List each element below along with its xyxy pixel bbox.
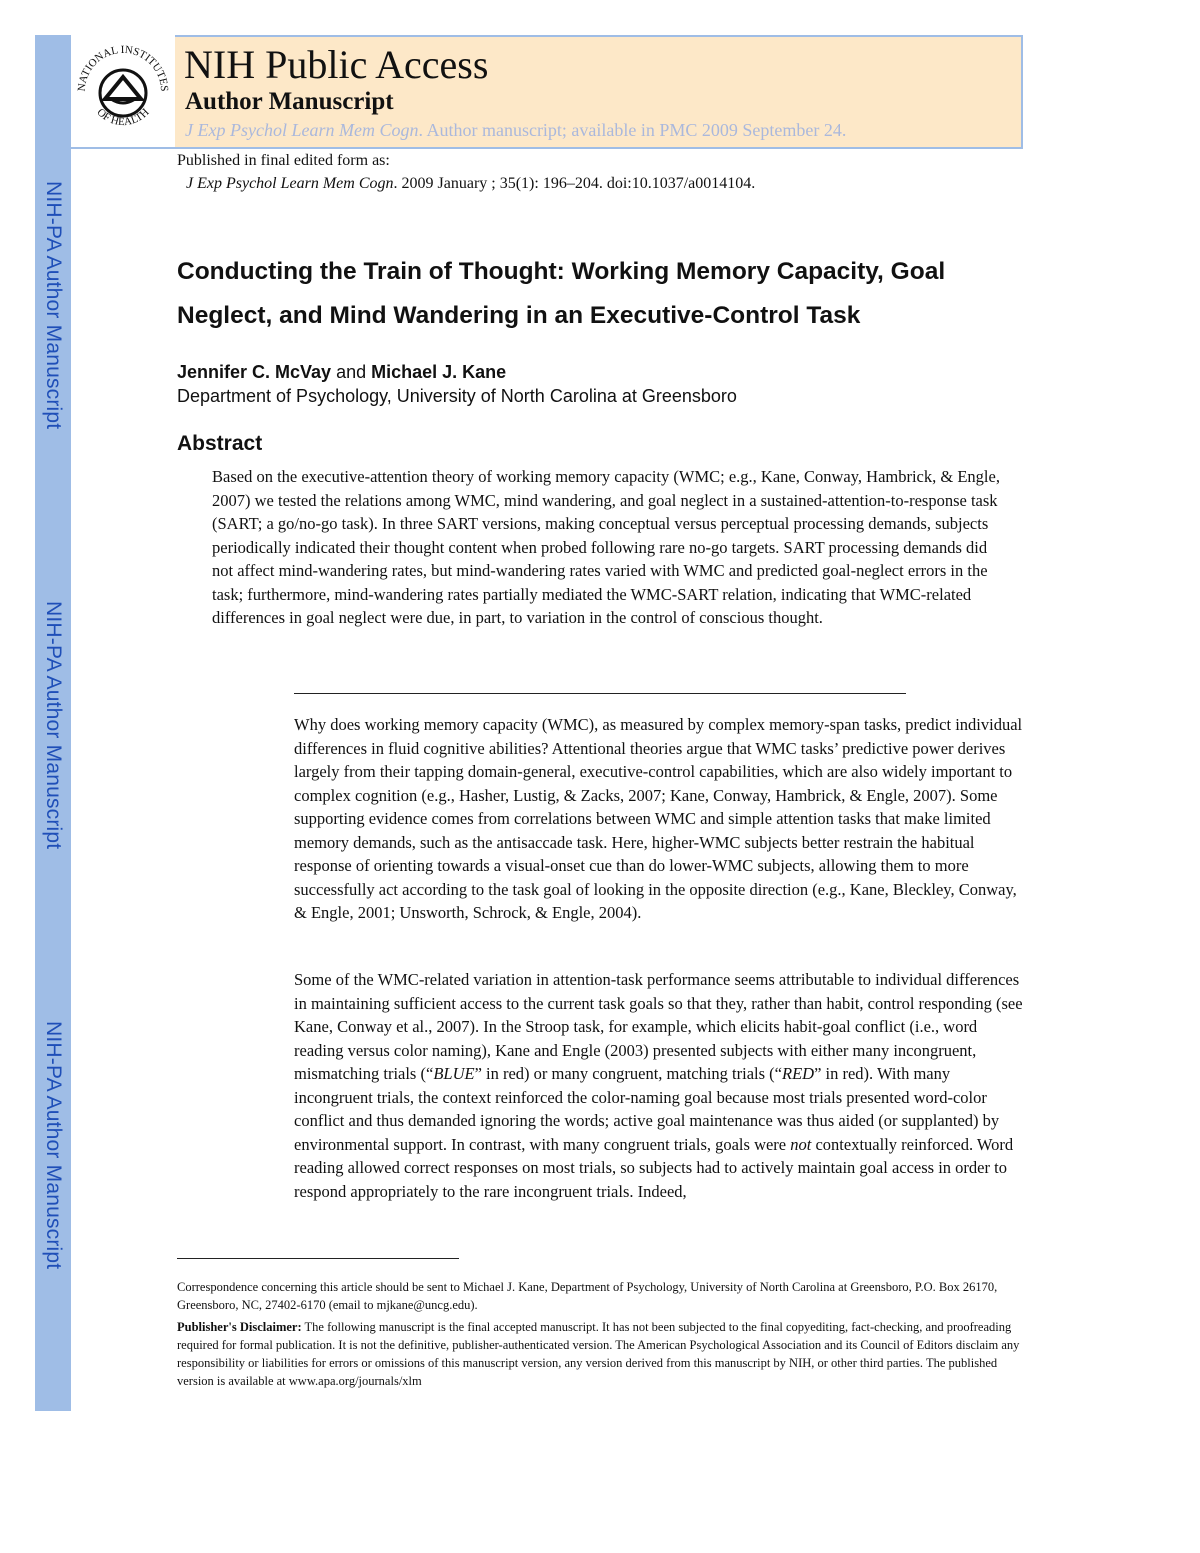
author-kane: Michael J. Kane (371, 362, 507, 382)
authors-line (177, 362, 506, 383)
abstract-heading: Abstract (177, 432, 263, 455)
logo-text-bottom: OF HEALTH (94, 106, 152, 129)
emph-red: RED (782, 1064, 815, 1083)
abstract-text: Based on the executive-attention theory of working memory capacity (WMC; e.g., Kane, Conway, Hambrick, & Engle, 2007) we tested the relations among WMC, mind wandering, and goal neglect in a sustained-attention-to-response task (SART; a go/no-go task). In three SART versions, making conceptual versus perceptual processing demands, subjects periodically indicated their thought content when probed following rare no-go targets. SART processing demands did not affect mind-wandering rates, but mind-wandering rates varied with WMC and predicted goal-neglect errors in the task; furthermore, mind-wandering rates partially mediated the WMC-SART relation, indicating that WMC-related differences in goal neglect were due, in part, to variation in the control of conscious thought. (212, 467, 1000, 627)
header-journal: J Exp Psychol Learn Mem Cogn (185, 120, 419, 140)
published-label: Published in final edited form as: (177, 152, 390, 169)
logo-text-top: NATIONAL INSTITUTES (75, 43, 171, 92)
published-citation (186, 175, 755, 193)
author-mcvay: Jennifer C. McVay (177, 362, 332, 382)
sidebar-label-top: NIH-PA Author Manuscript (42, 180, 65, 430)
body-paragraph-1: Why does working memory capacity (WMC), as measured by complex memory-span tasks, predict individual differences in fluid cognitive abilities? Attentional theories argue that WMC tasks’ predictive power derives largely from their tapping domain-general, executive-control capabilities, which are also widely important to complex cognition (e.g., Hasher, Lustig, & Zacks, 2007; Kane, Conway, Hambrick, & Engle, 2007). Some supporting evidence comes from correlations between WMC and simple attention tasks that make limited memory demands, such as the antisaccade task. Here, higher-WMC subjects better restrain the habitual response of orienting towards a visual-onset cue than do lower-WMC subjects, allowing them to more successfully act according to the task goal of looking in the opposite direction (e.g., Kane, Bleckley, Conway, & Engle, 2001; Unsworth, Schrock, & Engle, 2004). (294, 715, 1023, 922)
author-joiner: and (331, 362, 372, 382)
disclaimer-label: Publisher's Disclaimer: (177, 1320, 302, 1334)
published-details: . 2009 January ; 35(1): 196–204. doi:10.1037/a0014104. (393, 175, 756, 192)
header-banner (175, 35, 1023, 149)
footnote-disclaimer (177, 1318, 1027, 1390)
body-paragraph-2: Some of the WMC-related variation in attention-task performance seems attributable to individual differences in maintaining sufficient access to the current task goals so that they, rather than habit, control responding (see Kane, Conway et al., 2007). In the Stroop task, for example, which elicits habit-goal conflict (i.e., word reading versus color naming), Kane and Engle (2003) presented subjects with either many incongruent, mismatching trials (“BLUE” in red) or many congruent, matching trials (“RED” in red). With many incongruent trials, the context reinforced the color-naming goal because most trials presented word-color conflict and thus demanded ignoring the words; active goal maintenance was thus aided (or supplanted) by environmental support. In contrast, with many congruent trials, goals were not contextually reinforced. Word reading allowed correct responses on most trials, so subjects had to actively maintain goal access in order to respond appropriately to the rare incongruent trials. Indeed, (294, 970, 1023, 1201)
footnote-divider (177, 1258, 459, 1259)
footnote-correspondence: Correspondence concerning this article should be sent to Michael J. Kane, Department of Psychology, University of North Carolina at Greensboro, P.O. Box 26170, Greensboro, NC, 27402-6170 (email to mjkane@uncg.edu). (177, 1280, 998, 1312)
published-journal: J Exp Psychol Learn Mem Cogn (186, 175, 394, 192)
header-title: NIH Public Access (184, 42, 489, 87)
emph-blue: BLUE (433, 1064, 475, 1083)
nih-logo (71, 35, 175, 149)
sidebar-label-bottom: NIH-PA Author Manuscript (42, 1020, 65, 1270)
disclaimer-text: The following manuscript is the final accepted manuscript. It has not been subjected to the final copyediting, fact-checking, and proofreading required for formal publication. It is not the definitive, publisher-authenticated version. The American Psychological Association and its Council of Editors disclaim any responsibility or liabilities for errors or omissions of this manuscript version, any version derived from this manuscript by NIH, or other third parties. The published version is available at www.apa.org/journals/xlm (177, 1320, 1020, 1388)
emph-not: not (790, 1134, 812, 1154)
affiliation: Department of Psychology, University of North Carolina at Greensboro (177, 386, 737, 406)
header-availability (185, 120, 846, 141)
header-subtitle: Author Manuscript (185, 88, 394, 115)
nih-seal-icon (71, 35, 175, 139)
section-divider (294, 693, 906, 694)
sidebar-label-middle: NIH-PA Author Manuscript (42, 600, 65, 850)
header-availability-text: . Author manuscript; available in PMC 2009 September 24. (418, 120, 847, 140)
article-title: Conducting the Train of Thought: Working Memory Capacity, Goal Neglect, and Mind Wandering in an Executive-Control Task (177, 258, 946, 329)
